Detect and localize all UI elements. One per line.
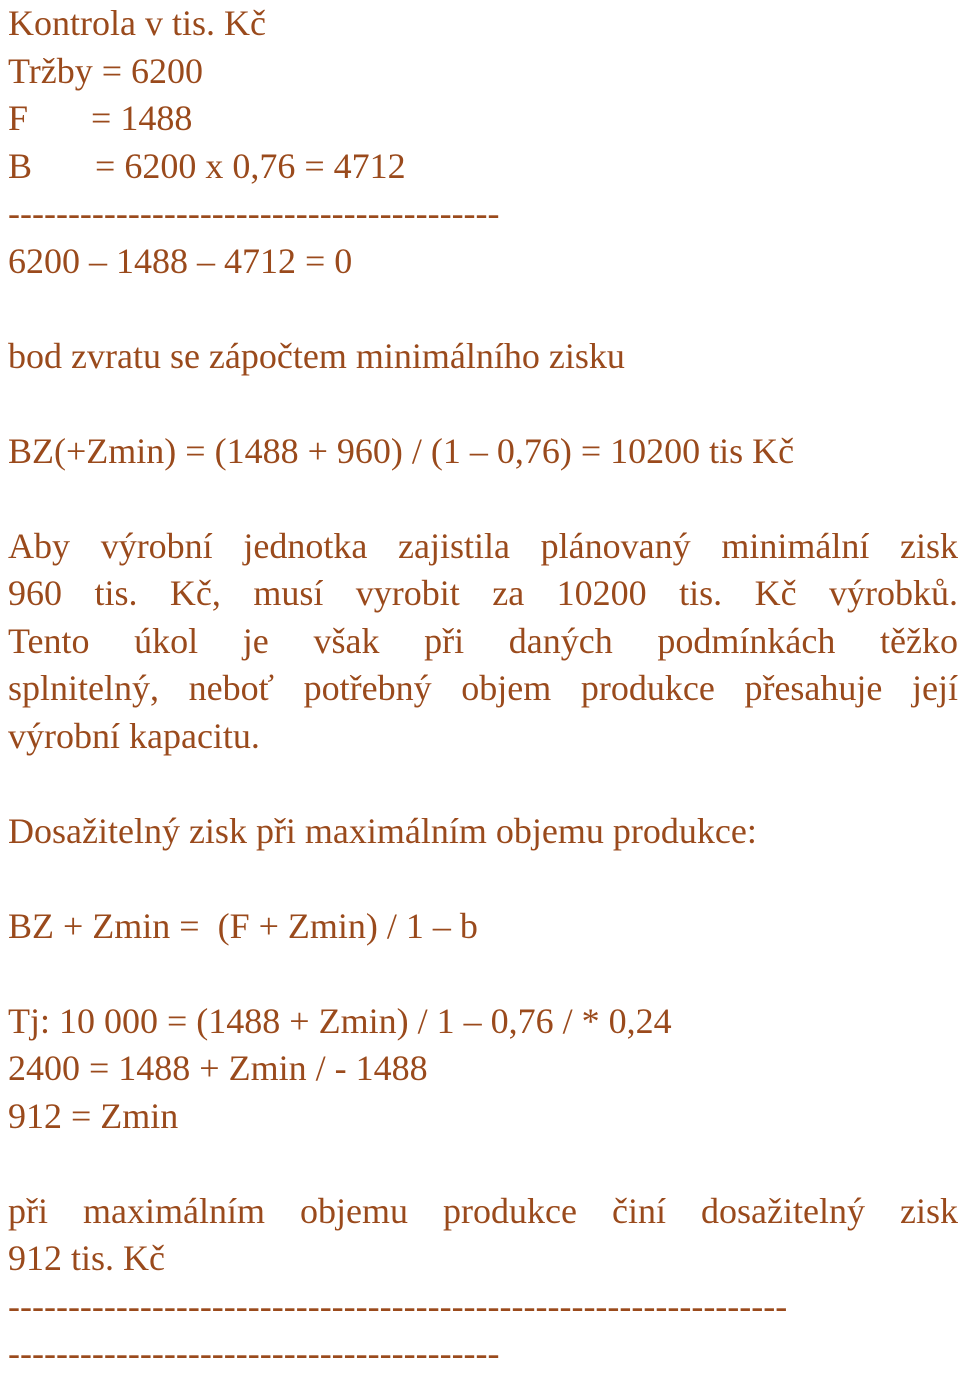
spacer (8, 950, 958, 998)
paragraph-line: výrobní kapacitu. (8, 715, 260, 756)
heading: Kontrola v tis. Kč (8, 3, 266, 43)
spacer (8, 475, 958, 523)
formula-line: BZ(+Zmin) = (1488 + 960) / (1 – 0,76) = 10200 tis Kč (8, 430, 795, 471)
document-page (8, 0, 958, 1378)
revenue-line: Tržby = 6200 (8, 50, 203, 91)
paragraph-line: 960 tis. Kč, musí vyrobit za 10200 tis. Kč výrobků. (8, 573, 958, 613)
spacer (8, 760, 958, 808)
spacer (8, 1140, 958, 1188)
calculation-line: 912 = Zmin (8, 1095, 179, 1136)
dashed-rule: ----------------------------------------- (8, 1333, 500, 1373)
paragraph-line: Tento úkol je však při daných podmínkách těžko (8, 620, 958, 661)
calculation-line: Tj: 10 000 = (1488 + Zmin) / 1 – 0,76 / * 0,24 (8, 1000, 672, 1041)
paragraph-line: Aby výrobní jednotka zajistila plánovaný minimální zisk (8, 525, 958, 566)
conclusion-line: 912 tis. Kč (8, 1238, 165, 1278)
fixed-costs-line: F = 1488 (8, 98, 193, 138)
dashed-rule: ----------------------------------------------------------------- (8, 1285, 788, 1326)
dashed-rule: ----------------------------------------- (8, 193, 500, 233)
paragraph-line: splnitelný, neboť potřebný objem produkce přesahuje její (8, 668, 958, 708)
section-title: bod zvratu se zápočtem minimálního zisku (8, 335, 625, 376)
section-title: Dosažitelný zisk při maximálním objemu produkce: (8, 810, 757, 851)
spacer (8, 285, 958, 333)
check-line: 6200 – 1488 – 4712 = 0 (8, 240, 353, 281)
variable-costs-line: B = 6200 x 0,76 = 4712 (8, 145, 406, 186)
spacer (8, 855, 958, 903)
calculation-line: 2400 = 1488 + Zmin / - 1488 (8, 1048, 428, 1088)
spacer (8, 380, 958, 428)
conclusion-line: při maximálním objemu produkce činí dosažitelný zisk (8, 1190, 958, 1231)
formula-line: BZ + Zmin = (F + Zmin) / 1 – b (8, 905, 478, 946)
